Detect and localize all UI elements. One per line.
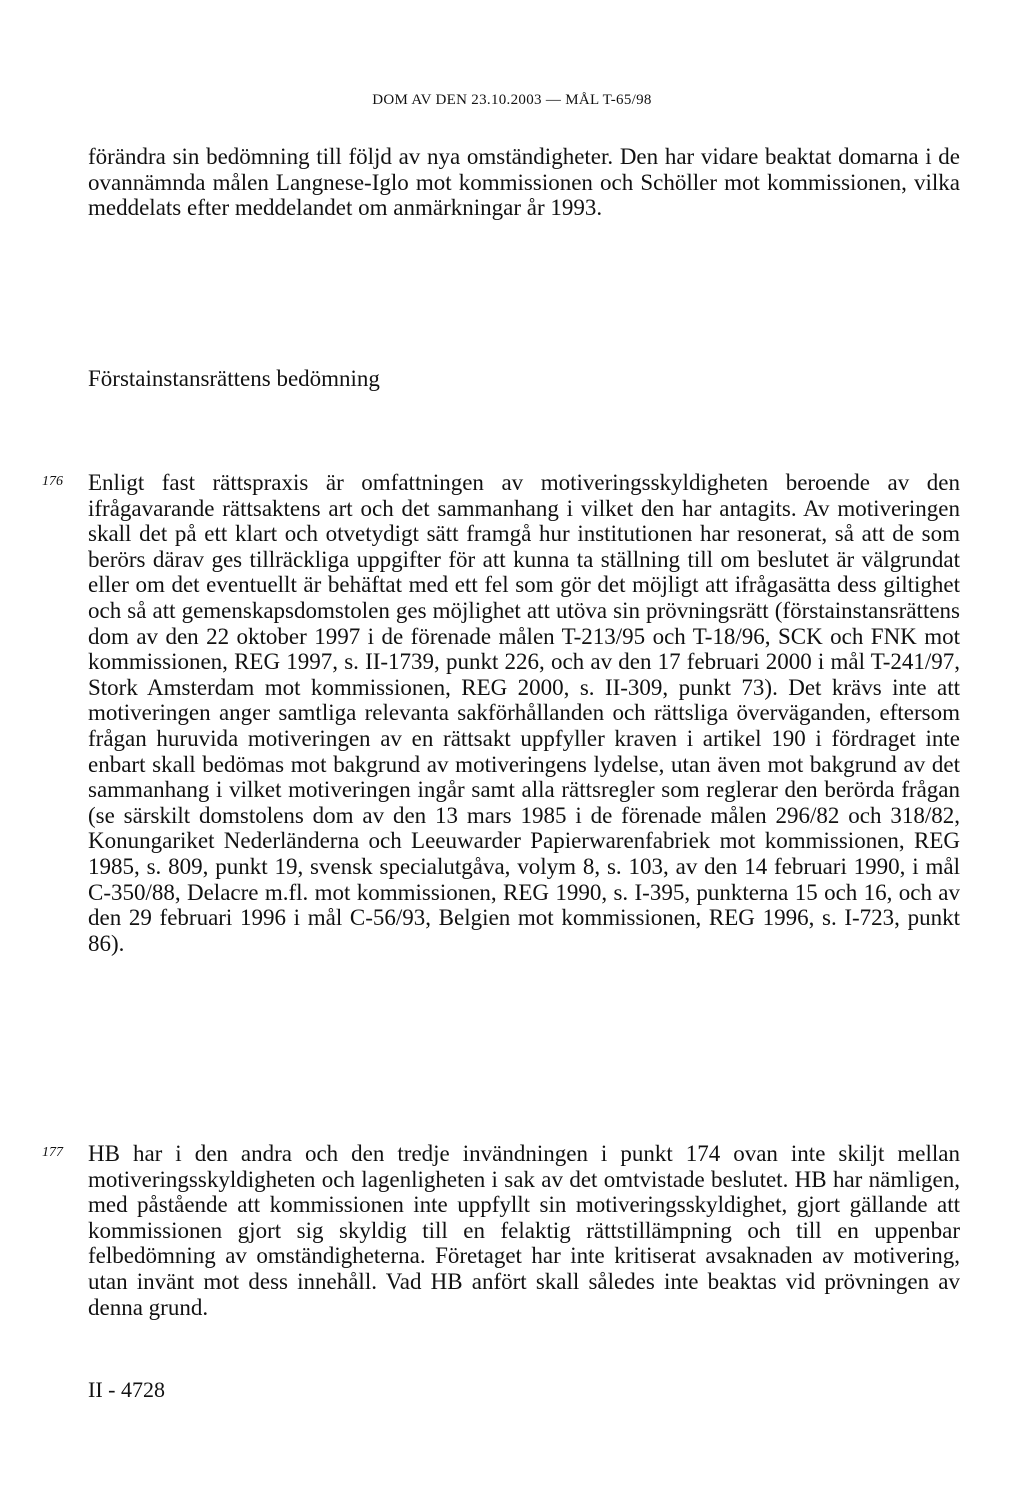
paragraph-number-176: 176 <box>42 474 63 489</box>
section-heading: Förstainstansrättens bedömning <box>88 366 380 391</box>
intro-paragraph: förändra sin bedömning till följd av nya omständigheter. Den har vidare beaktat domarna i de ovannämnda målen Langnese-Iglo mot kommissionen och Schöller mot kommissionen, vilka meddelats efter meddelandet om anmärkningar år 1993. <box>88 144 960 221</box>
paragraph-176: Enligt fast rättspraxis är omfattningen av motiveringsskyldigheten beroende av den ifrågavarande rättsaktens art och det sammanhang i vilket den har antagits. Av motiveringen skall det på ett klart och otvetydigt sätt framgå hur institutionen har resonerat, så att de som berörs därav ges tillräckliga uppgifter för att kunna ta ställning till om beslutet är välgrundat eller om det eventuellt är behäftat med ett fel som gör det möjligt att ifrågasätta dess giltighet och så att gemenskapsdomstolen ges möjlighet att utöva sin prövningsrätt (förstainstansrättens dom av den 22 oktober 1997 i de förenade målen T-213/95 och T-18/96, SCK och FNK mot kommissionen, REG 1997, s. II-1739, punkt 226, och av den 17 februari 2000 i mål T-241/97, Stork Amsterdam mot kommissionen, REG 2000, s. II-309, punkt 73). Det krävs inte att motiveringen anger samtliga relevanta sakförhållanden och rättsliga överväganden, eftersom frågan huruvida motiveringen av en rättsakt uppfyller kraven i artikel 190 i fördraget inte enbart skall bedömas mot bakgrund av motiveringens lydelse, utan även mot bakgrund av det sammanhang i vilket motiveringen ingår samt alla rättsregler som reglerar den berörda frågan (se särskilt domstolens dom av den 13 mars 1985 i de förenade målen 296/82 och 318/82, Konungariket Nederländerna och Leeuwarder Papierwarenfabriek mot kommissionen, REG 1985, s. 809, punkt 19, svensk specialutgåva, volym 8, s. 103, av den 14 februari 1990, i mål C-350/88, Delacre m.fl. mot kommissionen, REG 1990, s. I-395, punkterna 15 och 16, och av den 29 februari 1996 i mål C-56/93, Belgien mot kommissionen, REG 1996, s. I-723, punkt 86). <box>88 470 960 956</box>
running-head: DOM AV DEN 23.10.2003 — MÅL T-65/98 <box>372 92 652 108</box>
paragraph-number-177: 177 <box>42 1145 63 1160</box>
paragraph-177: HB har i den andra och den tredje invändningen i punkt 174 ovan inte skiljt mellan motiveringsskyldigheten och lagenligheten i sak av det omtvistade beslutet. HB har nämligen, med påstående att kommissionen inte uppfyllt sin motiveringsskyldighet, gjort gällande att kommissionen gjort sig skyldig till en felaktig rättstillämpning och till en uppenbar felbedömning av omständigheterna. Företaget har inte kritiserat avsaknaden av motivering, utan invänt mot dess innehåll. Vad HB anfört skall således inte beaktas vid prövningen av denna grund. <box>88 1141 960 1320</box>
page-number: II - 4728 <box>88 1377 165 1402</box>
